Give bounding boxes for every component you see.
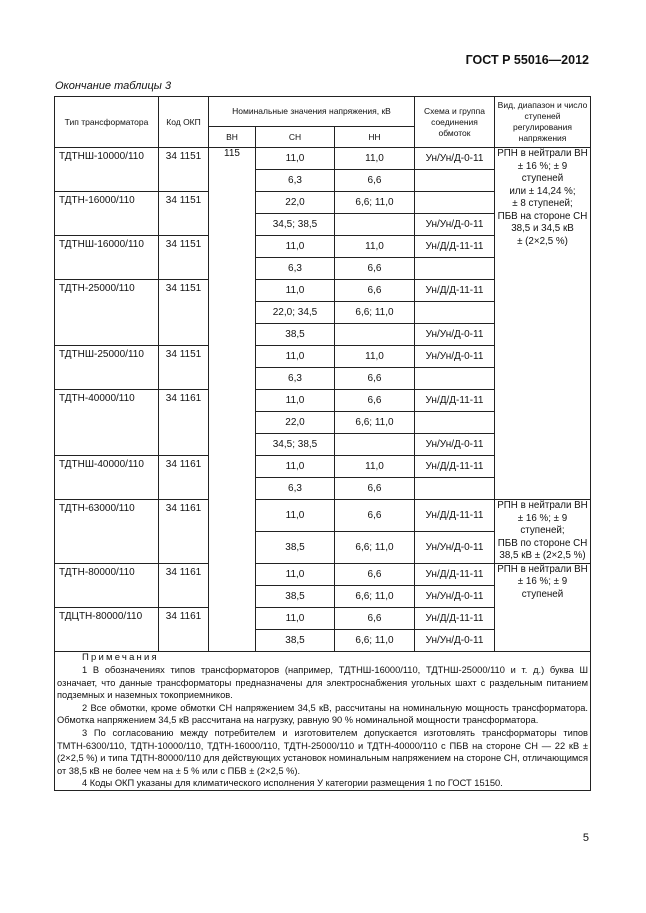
cell-code: 34 1161 [159, 456, 209, 500]
cell-nn [335, 434, 415, 456]
cell-scheme: Ун/Ун/Д-0-11 [415, 214, 495, 236]
cell-sn: 38,5 [256, 585, 335, 607]
cell-scheme [415, 302, 495, 324]
cell-scheme: Ун/Д/Д-11-11 [415, 456, 495, 478]
header-type: Тип трансформатора [55, 97, 159, 148]
cell-regulation [495, 148, 591, 500]
cell-type: ТДТН-63000/110 [55, 500, 159, 564]
cell-nn: 6,6; 11,0 [335, 412, 415, 434]
cell-scheme: Ун/Д/Д-11-11 [415, 236, 495, 258]
cell-scheme: Ун/Д/Д-11-11 [415, 500, 495, 532]
cell-sn: 11,0 [256, 563, 335, 585]
cell-scheme: Ун/Д/Д-11-11 [415, 563, 495, 585]
header-code: Код ОКП [159, 97, 209, 148]
regulation-line: ± (2×2,5 %) [517, 235, 568, 247]
cell-nn: 6,6 [335, 500, 415, 532]
cell-sn: 22,0 [256, 412, 335, 434]
cell-scheme: Ун/Ун/Д-0-11 [415, 434, 495, 456]
cell-type: ТДТН-80000/110 [55, 563, 159, 607]
cell-sn: 38,5 [256, 324, 335, 346]
regulation-line: ПБВ на стороне СН [497, 210, 588, 222]
regulation-line: ± 16 %; ± 9 ступеней [517, 576, 568, 600]
cell-sn: 11,0 [256, 280, 335, 302]
cell-type: ТДЦТН-80000/110 [55, 607, 159, 651]
cell-nn: 6,6; 11,0 [335, 585, 415, 607]
note-1: 1 В обозначениях типов трансформаторов (например, ТДТНШ-16000/110, ТДТНШ-25000/110 и т. д.) буква Ш означает, что данные трансформаторы предназначены для электроснабжения угольных шахт с раздельным питанием подземных и наземных токоприемников. [57, 665, 588, 701]
cell-type: ТДТНШ-16000/110 [55, 236, 159, 280]
cell-sn: 11,0 [256, 390, 335, 412]
transformer-table [54, 96, 591, 791]
cell-sn: 11,0 [256, 346, 335, 368]
note-2: 2 Все обмотки, кроме обмотки СН напряжением 34,5 кВ, рассчитаны на номинальную мощность трансформатора. Обмотка напряжением 34,5 кВ рассчитана на нагрузку, равную 90 % номинальной мощности трансформатора. [57, 702, 588, 726]
header-nominal: Номинальные значения напряжения, кВ [209, 97, 415, 127]
cell-type: ТДТНШ-25000/110 [55, 346, 159, 390]
cell-regulation [495, 563, 591, 651]
cell-type: ТДТНШ-40000/110 [55, 456, 159, 500]
cell-type: ТДТН-25000/110 [55, 280, 159, 346]
regulation-line: РПН в нейтрали ВН [497, 563, 588, 575]
header-regulation: Вид, диапазон и число ступеней регулирования напряжения [495, 97, 591, 148]
notes-title: Примечания [82, 651, 159, 663]
cell-nn: 11,0 [335, 456, 415, 478]
table-caption: Окончание таблицы 3 [55, 80, 172, 92]
cell-code: 34 1151 [159, 280, 209, 346]
header-scheme: Схема и группа соединения обмоток [415, 97, 495, 148]
table-body [55, 148, 591, 652]
table-row [55, 500, 591, 532]
cell-scheme: Ун/Ун/Д-0-11 [415, 629, 495, 651]
cell-type: ТДТН-40000/110 [55, 390, 159, 456]
cell-vn: 115 [209, 148, 256, 652]
regulation-line: ± 8 ступеней; [512, 198, 573, 209]
cell-sn: 38,5 [256, 629, 335, 651]
cell-code: 34 1161 [159, 390, 209, 456]
cell-code: 34 1151 [159, 148, 209, 192]
cell-nn: 6,6 [335, 607, 415, 629]
cell-type: ТДТНШ-10000/110 [55, 148, 159, 192]
cell-scheme: Ун/Ун/Д-0-11 [415, 324, 495, 346]
cell-scheme [415, 368, 495, 390]
cell-sn: 11,0 [256, 148, 335, 170]
cell-scheme: Ун/Д/Д-11-11 [415, 390, 495, 412]
cell-nn: 6,6; 11,0 [335, 192, 415, 214]
cell-scheme: Ун/Ун/Д-0-11 [415, 585, 495, 607]
cell-nn: 6,6 [335, 258, 415, 280]
regulation-line: ± 16 %; ± 9 ступеней [517, 160, 568, 184]
cell-scheme [415, 170, 495, 192]
cell-nn: 11,0 [335, 236, 415, 258]
cell-scheme: Ун/Ун/Д-0-11 [415, 148, 495, 170]
regulation-line: ± 16 %; ± 9 ступеней; [517, 512, 568, 536]
regulation-line: 38,5 кВ ± (2×2,5 %) [499, 550, 586, 561]
regulation-line: 38,5 и 34,5 кВ [511, 223, 574, 234]
cell-scheme [415, 412, 495, 434]
cell-code: 34 1151 [159, 346, 209, 390]
cell-sn: 11,0 [256, 456, 335, 478]
cell-scheme [415, 192, 495, 214]
cell-scheme: Ун/Д/Д-11-11 [415, 280, 495, 302]
cell-nn: 6,6; 11,0 [335, 302, 415, 324]
cell-nn: 6,6 [335, 563, 415, 585]
cell-sn: 6,3 [256, 170, 335, 192]
cell-sn: 34,5; 38,5 [256, 214, 335, 236]
standard-number: ГОСТ Р 55016—2012 [465, 53, 589, 67]
notes-block [55, 651, 591, 791]
cell-code: 34 1161 [159, 607, 209, 651]
cell-code: 34 1151 [159, 192, 209, 236]
page-number: 5 [582, 832, 589, 844]
table-row [55, 148, 591, 170]
regulation-line: или ± 14,24 %; [509, 185, 576, 197]
cell-nn: 6,6 [335, 478, 415, 500]
cell-sn: 22,0; 34,5 [256, 302, 335, 324]
cell-scheme [415, 258, 495, 280]
regulation-line: РПН в нейтрали ВН [497, 148, 588, 159]
note-3: 3 По согласованию между потребителем и изготовителем допускается изготовлять трансформаторы типов ТМТН-6300/110, ТДТН-10000/110, ТДТН-16000/110, ТДТН-25000/110 и ТДТН-40000/110 с ПБВ на стороне СН — 22 кВ ± (2×2,5 %) и типа ТДТН-80000/110 для действующих установок номинальным напряжением на стороне СН, отличающимся от 38,5 кВ не более чем на ± 5 % или с ПБВ ± (2×2,5 %). [57, 728, 588, 776]
cell-nn [335, 214, 415, 236]
cell-nn: 6,6 [335, 390, 415, 412]
cell-nn: 6,6 [335, 368, 415, 390]
cell-scheme: Ун/Ун/Д-0-11 [415, 531, 495, 563]
cell-sn: 38,5 [256, 531, 335, 563]
header-sn: СН [256, 127, 335, 148]
cell-sn: 22,0 [256, 192, 335, 214]
cell-nn: 11,0 [335, 346, 415, 368]
cell-sn: 11,0 [256, 236, 335, 258]
cell-regulation [495, 500, 591, 564]
cell-scheme [415, 478, 495, 500]
cell-nn: 6,6 [335, 280, 415, 302]
cell-nn: 6,6 [335, 170, 415, 192]
cell-scheme: Ун/Ун/Д-0-11 [415, 346, 495, 368]
cell-sn: 6,3 [256, 478, 335, 500]
cell-sn: 11,0 [256, 607, 335, 629]
header-nn: НН [335, 127, 415, 148]
cell-sn: 34,5; 38,5 [256, 434, 335, 456]
cell-code: 34 1151 [159, 236, 209, 280]
regulation-line: ПБВ по стороне СН [497, 537, 588, 549]
cell-nn: 6,6; 11,0 [335, 531, 415, 563]
note-4: 4 Коды ОКП указаны для климатического исполнения У категории размещения 1 по ГОСТ 15150. [82, 778, 503, 789]
cell-nn: 6,6; 11,0 [335, 629, 415, 651]
cell-code: 34 1161 [159, 563, 209, 607]
cell-code: 34 1161 [159, 500, 209, 564]
cell-sn: 6,3 [256, 368, 335, 390]
cell-nn [335, 324, 415, 346]
cell-type: ТДТН-16000/110 [55, 192, 159, 236]
cell-nn: 11,0 [335, 148, 415, 170]
cell-scheme: Ун/Д/Д-11-11 [415, 607, 495, 629]
table-row [55, 563, 591, 585]
cell-sn: 11,0 [256, 500, 335, 532]
regulation-line: РПН в нейтрали ВН [497, 500, 588, 511]
header-vn: ВН [209, 127, 256, 148]
cell-sn: 6,3 [256, 258, 335, 280]
